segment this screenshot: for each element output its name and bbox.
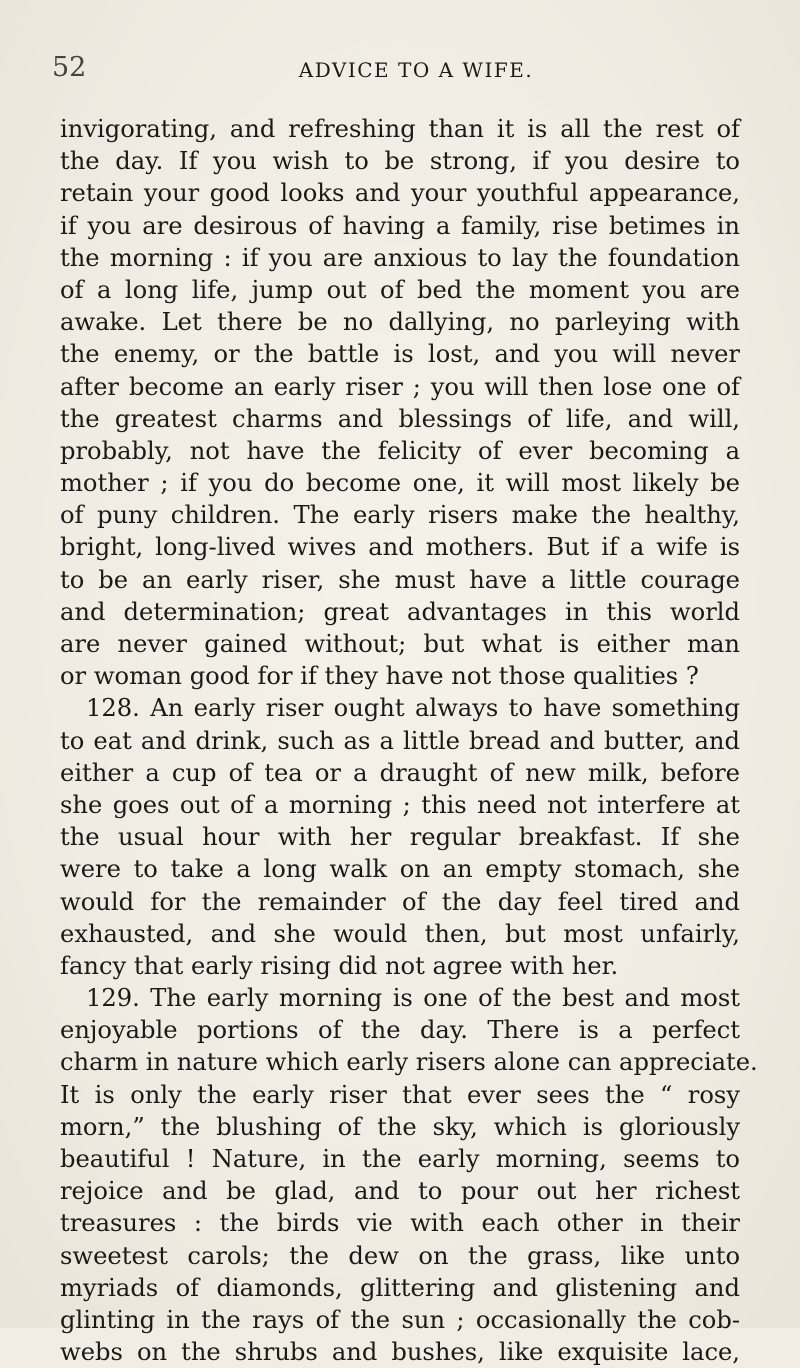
text-line: webs on the shrubs and bushes, like exquisite lace, [60,1338,740,1367]
text-line: mother ; if you do become one, it will most likely be [60,469,740,498]
text-line: 128. An early riser ought always to have something [86,694,740,723]
text-line: beautiful ! Nature, in the early morning, seems to [60,1145,740,1173]
text-line: sweetest carols; the dew on the grass, like unto [60,1241,740,1270]
text-line: treasures : the birds vie with each other in their [60,1209,740,1238]
text-line: retain your good looks and your youthful appearance, [60,179,740,208]
text-line: the morning : if you are anxious to lay the foundation [60,243,740,272]
text-line: the day. If you wish to be strong, if you desire to [60,147,740,176]
body-text [60,113,758,1368]
text-line: to eat and drink, such as a little bread and butter, and [60,726,740,755]
text-line: glinting in the rays of the sun ; occasionally the cob- [60,1305,740,1334]
text-line: the greatest charms and blessings of life, and will, [60,404,740,433]
text-line: enjoyable portions of the day. There is a perfect [60,1016,740,1045]
text-line: invigorating, and refreshing than it is all the rest of [60,115,740,143]
text-line: of puny children. The early risers make the healthy, [60,501,740,530]
text-line: fancy that early rising did not agree with her. [60,951,619,980]
text-line: of a long life, jump out of bed the moment you are [60,275,740,304]
page-number: 52 [52,52,87,83]
text-line: are never gained without; but what is either man [60,630,740,658]
text-line: 129. The early morning is one of the best and most [86,984,740,1013]
text-line: if you are desirous of having a family, rise betimes in [60,211,740,240]
text-line: she goes out of a morning ; this need not interfere at [60,790,740,819]
text-line: rejoice and be glad, and to pour out her richest [60,1177,740,1206]
text-line: the enemy, or the battle is lost, and you will never [60,340,740,369]
text-line: would for the remainder of the day feel tired and [60,887,740,916]
running-head: ADVICE TO A WIFE. [298,58,534,82]
text-line: were to take a long walk on an empty stomach, she [60,855,740,884]
text-line: awake. Let there be no dallying, no parleying with [60,308,740,337]
text-line: either a cup of tea or a draught of new milk, before [60,758,740,787]
text-line: charm in nature which early risers alone can appreciate. [60,1048,758,1077]
text-line: exhausted, and she would then, but most unfairly, [60,919,740,948]
page-header [52,48,740,88]
text-line: It is only the early riser that ever sees the “ rosy [60,1080,740,1109]
text-line: to be an early riser, she must have a little courage [60,565,740,594]
text-line: bright, long-lived wives and mothers. But if a wife is [60,533,740,562]
text-line: or woman good for if they have not those qualities ? [60,662,699,691]
text-line: morn,” the blushing of the sky, which is gloriously [60,1112,740,1141]
text-line: myriads of diamonds, glittering and glistening and [60,1273,740,1302]
text-line: after become an early riser ; you will then lose one of [60,372,740,401]
text-line: probably, not have the felicity of ever becoming a [60,436,740,465]
text-line: and determination; great advantages in this world [60,597,740,626]
text-line: the usual hour with her regular breakfast. If she [60,823,740,852]
